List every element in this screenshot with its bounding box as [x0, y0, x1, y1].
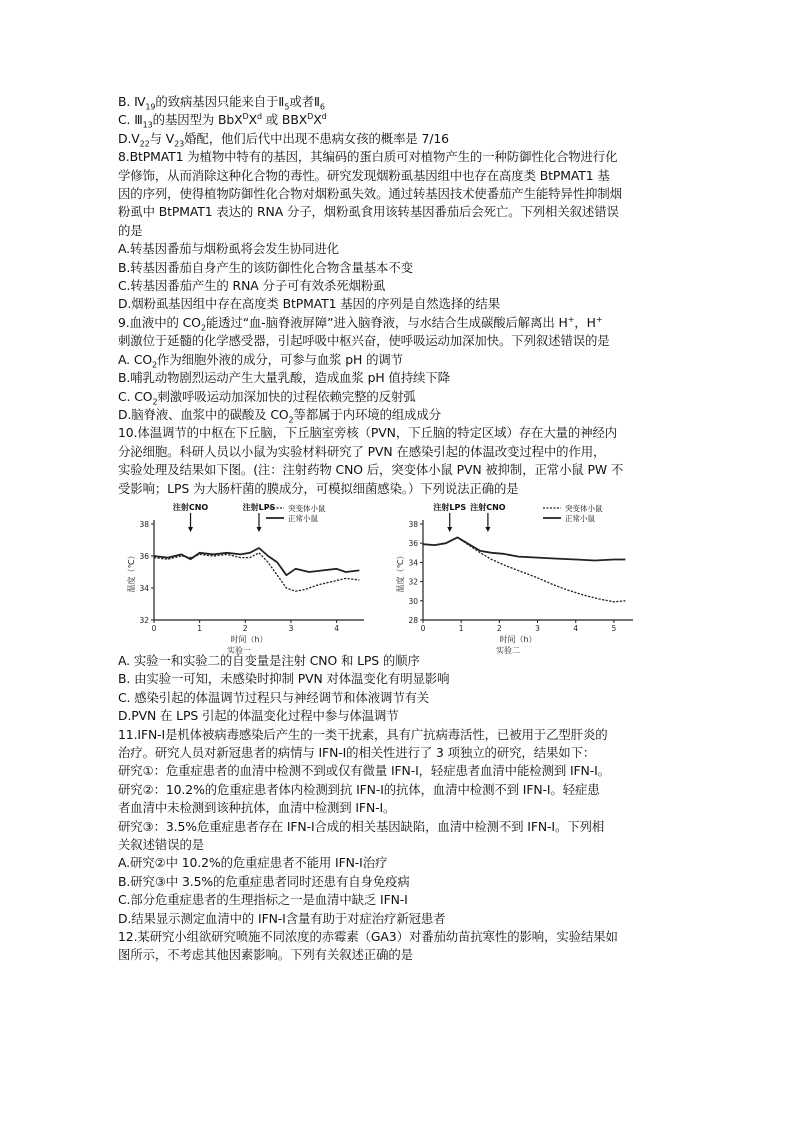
text-line-m11 — [118, 836, 678, 854]
y-tick-label: 32 — [139, 615, 149, 625]
text-line-l09 — [118, 240, 678, 258]
annotation-label: 注射CNO — [470, 502, 506, 512]
y-tick-label: 36 — [139, 551, 149, 561]
text-line-m02 — [118, 670, 678, 688]
text-run: 与 V — [149, 130, 175, 146]
text-run: d — [321, 112, 327, 122]
text-run: A.转基因番茄与烟粉虱将会发生协同进化 — [118, 241, 339, 257]
text-run: 能透过“血-脑脊液屏障”进入脑脊液，与水结合生成碳酸后解离出 H — [205, 314, 568, 330]
text-line-l01 — [118, 93, 678, 111]
text-line-m16 — [118, 928, 678, 946]
y-tick-label: 30 — [408, 596, 418, 606]
text-line-l07 — [118, 203, 678, 221]
text-run: 12.某研究小组欲研究喷施不同浓度的赤霉素（GA3）对番茄幼苗抗寒性的影响，实验结果如 — [118, 929, 618, 945]
text-line-m06 — [118, 744, 678, 762]
text-run: 粉虱中 BtPMAT1 表达的 RNA 分子，烟粉虱食用该转基因番茄后会死亡。下列相关叙述错误 — [118, 204, 619, 220]
x-tick-label: 4 — [334, 623, 339, 633]
text-run: 5 — [284, 102, 290, 112]
text-line-m05 — [118, 726, 678, 744]
x-tick-label: 3 — [288, 623, 294, 633]
text-run: 23 — [174, 139, 185, 149]
text-run: 13 — [142, 120, 153, 130]
text-run: 治疗。研究人员对新冠患者的病情与 IFN-Ⅰ的相关性进行了 3 项独立的研究，结果如下： — [118, 744, 596, 760]
question-text-bottom — [118, 652, 678, 965]
text-run: 实验处理及结果如下图。(注：注射药物 CNO 后，突变体小鼠 PVN 被抑制，正常小鼠 PW 不 — [118, 462, 624, 478]
figure-row — [118, 502, 678, 655]
text-run: 刺激呼吸运动加深加快的过程依赖完整的反射弧 — [157, 388, 416, 404]
text-run: 的是 — [118, 222, 143, 238]
text-run: 6 — [319, 102, 325, 112]
text-run: 11.IFN-Ⅰ是机体被病毒感染后产生的一类干扰素，具有广抗病毒活性，已被用于乙型肝炎的 — [118, 726, 608, 742]
text-line-m14 — [118, 891, 678, 909]
text-run: 婚配，他们后代中出现不患病女孩的概率是 7/16 — [184, 130, 449, 146]
text-line-m10 — [118, 818, 678, 836]
text-run: 10.体温调节的中枢在下丘脑，下丘脑室旁核（PVN，下丘脑的特定区域）存在大量的神经内 — [118, 425, 618, 441]
text-run: D.PVN 在 LPS 引起的体温变化过程中参与体温调节 — [118, 708, 399, 724]
text-run: B. Ⅳ — [118, 94, 146, 109]
text-run: 图所示，不考虑其他因素影响。下列有关叙述正确的是 — [118, 947, 413, 963]
text-line-l21 — [118, 461, 678, 479]
text-run: 的基因型为 BbX — [152, 112, 243, 128]
series-line-mutant — [423, 537, 625, 601]
y-tick-label: 34 — [139, 583, 149, 593]
text-line-l05 — [118, 167, 678, 185]
text-line-l17 — [118, 388, 678, 406]
series-line-normal — [423, 537, 625, 560]
text-run: 8.BtPMAT1 为植物中特有的基因，其编码的蛋白质可对植物产生的一种防御性化合物进行化 — [118, 149, 618, 165]
text-run: 研究①：危重症患者的血清中检测不到或仅有微量 IFN-Ⅰ，轻症患者血清中能检测到 IFN-Ⅰ。 — [118, 763, 610, 779]
annotation-arrowhead — [447, 527, 452, 532]
annotation-label: 注射LPS — [433, 502, 467, 512]
y-tick-label: 38 — [408, 519, 418, 529]
text-run: 2 — [288, 415, 294, 425]
text-run: 学修饰，从而消除这种化合物的毒性。研究发现烟粉虱基因组中也存在高度类 BtPMAT1 基 — [118, 167, 610, 183]
text-run: C.部分危重症患者的生理指标之一是血清中缺乏 IFN-Ⅰ — [118, 892, 408, 908]
text-line-m12 — [118, 854, 678, 872]
text-run: 者血清中未检测到该种抗体，血清中检测到 IFN-Ⅰ。 — [118, 800, 396, 816]
text-line-l13 — [118, 314, 678, 332]
text-run: 2 — [152, 396, 158, 406]
text-line-m17 — [118, 946, 678, 964]
annotation-arrowhead — [188, 527, 193, 532]
text-run: X — [248, 112, 257, 128]
text-run: A. 实验一和实验二的自变量是注射 CNO 和 LPS 的顺序 — [118, 652, 420, 668]
text-run: 关叙述错误的是 — [118, 837, 205, 852]
x-tick-label: 2 — [496, 623, 502, 633]
annotation-label: 注射LPS — [242, 502, 276, 512]
text-run: D.烟粉虱基因组中存在高度类 BtPMAT1 基因的序列是自然选择的结果 — [118, 296, 501, 312]
x-tick-label: 0 — [420, 623, 426, 633]
x-tick-label: 1 — [458, 623, 464, 633]
text-run: 等都属于内环境的组成成分 — [293, 406, 442, 422]
text-run: ，H — [574, 314, 596, 330]
text-run: B.哺乳动物剧烈运动产生大量乳酸，造成血浆 pH 值持续下降 — [118, 370, 450, 386]
text-line-l22 — [118, 480, 678, 498]
legend-label: 正常小鼠 — [565, 513, 595, 523]
text-run: A. CO — [118, 351, 153, 367]
text-run: 2 — [152, 360, 158, 370]
text-run: 刺激位于延髓的化学感受器，引起呼吸中枢兴奋，使呼吸运动加深加快。下列叙述错误的是 — [118, 333, 610, 349]
x-axis-label: 时间（h） — [499, 634, 537, 644]
text-line-m01 — [118, 652, 678, 670]
text-run: 因的序列，使得植物防御性化合物对烟粉虱失效。通过转基因技术使番茄产生能特异性抑制烟 — [118, 186, 622, 202]
text-run: 作为细胞外液的成分，可参与血浆 pH 的调节 — [157, 351, 403, 367]
y-tick-label: 28 — [408, 615, 418, 625]
series-line-mutant — [154, 553, 359, 591]
text-run: 9.血液中的 CO — [118, 314, 201, 330]
chart-experiment-1 — [124, 502, 374, 655]
text-run: D — [242, 112, 249, 122]
text-run: C. CO — [118, 388, 153, 404]
text-line-l20 — [118, 443, 678, 461]
legend-label: 突变体小鼠 — [288, 503, 326, 513]
legend-label: 突变体小鼠 — [565, 503, 603, 513]
text-run: X — [313, 112, 322, 128]
text-run: 22 — [139, 139, 150, 149]
text-run: A.研究②中 10.2%的危重症患者不能用 IFN-Ⅰ治疗 — [118, 855, 388, 871]
x-tick-label: 1 — [197, 623, 203, 633]
text-line-m04 — [118, 707, 678, 725]
text-run: D.结果显示测定血清中的 IFN-Ⅰ含量有助于对症治疗新冠患者 — [118, 910, 446, 926]
text-line-m15 — [118, 910, 678, 928]
text-run: B.转基因番茄自身产生的该防御性化合物含量基本不变 — [118, 259, 413, 275]
x-tick-label: 3 — [535, 623, 540, 633]
y-tick-label: 36 — [408, 539, 418, 549]
text-line-m03 — [118, 689, 678, 707]
legend-label: 正常小鼠 — [288, 513, 318, 523]
text-run: 分泌细胞。科研人员以小鼠为实验材料研究了 PVN 在感染引起的体温改变过程中的作用， — [118, 443, 606, 459]
text-line-l12 — [118, 295, 678, 313]
y-tick-label: 38 — [139, 519, 149, 529]
text-line-l19 — [118, 424, 678, 442]
x-tick-label: 2 — [242, 623, 248, 633]
text-run: D — [307, 112, 314, 122]
text-line-l06 — [118, 185, 678, 203]
text-run: C. Ⅲ — [118, 112, 143, 128]
annotation-arrowhead — [257, 527, 262, 532]
text-line-l02 — [118, 111, 678, 129]
text-run: 研究③：3.5%危重症患者存在 IFN-Ⅰ合成的相关基因缺陷，血清中检测不到 IFN-Ⅰ。下列相 — [118, 818, 605, 834]
text-run: B. 由实验一可知，未感染时抑制 PVN 对体温变化有明显影响 — [118, 671, 450, 687]
text-line-l15 — [118, 351, 678, 369]
annotation-arrowhead — [485, 527, 490, 532]
y-axis-label: 温度（℃） — [396, 551, 405, 593]
text-run: + — [595, 314, 603, 324]
text-line-m09 — [118, 799, 678, 817]
text-run: C.转基因番茄产生的 RNA 分子可有效杀死烟粉虱 — [118, 278, 386, 294]
text-run: 19 — [145, 102, 156, 112]
text-run: 的致病基因只能来自于Ⅱ — [155, 94, 285, 109]
x-tick-label: 4 — [573, 623, 579, 633]
text-run: 受影响；LPS 为大肠杆菌的膜成分，可模拟细菌感染。）下列说法正确的是 — [118, 480, 519, 496]
x-tick-label: 5 — [611, 623, 617, 633]
text-line-l04 — [118, 148, 678, 166]
x-axis-label: 时间（h） — [230, 634, 268, 644]
text-line-l10 — [118, 259, 678, 277]
text-run: + — [567, 314, 575, 324]
text-line-m08 — [118, 781, 678, 799]
annotation-label: 注射CNO — [172, 502, 209, 512]
y-tick-label: 34 — [408, 558, 418, 568]
text-run: C. 感染引起的体温调节过程只与神经调节和体液调节有关 — [118, 689, 430, 705]
text-run: D.V — [118, 130, 140, 146]
x-tick-label: 0 — [151, 623, 157, 633]
text-line-l03 — [118, 130, 678, 148]
exam-page — [118, 93, 678, 965]
text-line-l18 — [118, 406, 678, 424]
text-line-m13 — [118, 873, 678, 891]
y-tick-label: 32 — [408, 577, 418, 587]
y-axis-label: 温度（℃） — [127, 551, 136, 593]
chart-experiment-2 — [393, 502, 643, 655]
text-line-l08 — [118, 222, 678, 240]
text-run: 研究②：10.2%的危重症患者体内检测到抗 IFN-Ⅰ的抗体，血清中检测不到 IFN-Ⅰ。轻症患 — [118, 781, 600, 797]
text-run: 2 — [200, 323, 206, 333]
text-run: d — [256, 112, 262, 122]
text-run: B.研究③中 3.5%的危重症患者同时还患有自身免疫病 — [118, 873, 410, 889]
text-line-m07 — [118, 762, 678, 780]
text-run: 或者Ⅱ — [289, 94, 320, 109]
text-run: 或 BBX — [261, 112, 308, 128]
chart-title: 实验二 — [496, 645, 520, 655]
series-line-normal — [154, 548, 359, 575]
question-text-top — [118, 93, 678, 498]
chart-title: 实验一 — [227, 645, 251, 655]
text-line-l11 — [118, 277, 678, 295]
text-line-l16 — [118, 369, 678, 387]
text-line-l14 — [118, 332, 678, 350]
text-run: D.脑脊液、血浆中的碳酸及 CO — [118, 406, 289, 422]
